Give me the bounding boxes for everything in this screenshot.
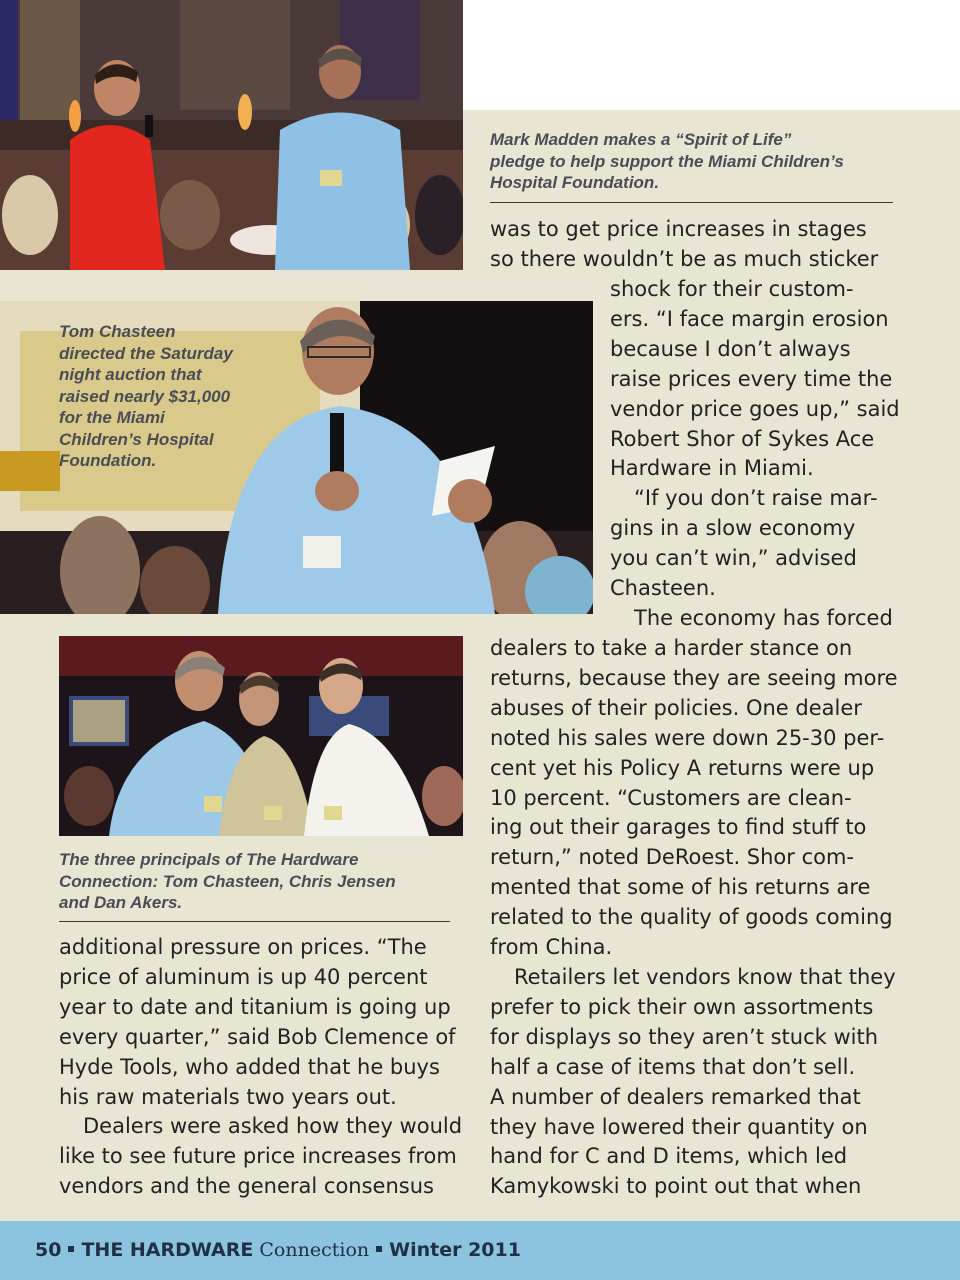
publication-name: THE HARDWARE (81, 1239, 254, 1261)
right-column-bottom (490, 634, 898, 1202)
body-line: gins in a slow economy (610, 516, 856, 541)
body-line: year to date and titanium is going up (59, 994, 451, 1019)
body-line: abuses of their policies. One dealer (490, 695, 862, 720)
body-line: price of aluminum is up 40 percent (59, 964, 428, 989)
body-line: vendor price goes up,” said (610, 396, 900, 421)
body-line: returns, because they are seeing more (490, 665, 898, 690)
body-line: additional pressure on prices. “The (59, 935, 427, 959)
body-line: Dealers were asked how they would (83, 1114, 463, 1139)
caption-line: Mark Madden makes a “Spirit of Life” (490, 130, 792, 149)
caption-line: pledge to help support the Miami Children’s (490, 151, 844, 171)
body-line: Chasteen. (610, 576, 716, 601)
body-line: hand for C and D items, which led (490, 1144, 848, 1169)
caption-three-principals (59, 849, 396, 914)
body-line: shock for their custom- (610, 277, 854, 301)
caption-rule (490, 202, 893, 203)
body-line: raise prices every time the (610, 366, 893, 391)
body-line: because I don’t always (610, 336, 851, 361)
left-column (59, 933, 462, 1202)
publication-name-serif: Connection (259, 1239, 370, 1261)
caption-line: raised nearly $31,000 (59, 386, 231, 406)
caption-line: The three principals of The Hardware (59, 850, 359, 869)
footer-text (35, 1239, 521, 1261)
body-line: for displays so they aren’t stuck with (490, 1024, 879, 1049)
separator-square-icon (68, 1246, 74, 1252)
body-line: from China. (490, 935, 613, 960)
body-line: A number of dealers remarked that (490, 1084, 861, 1109)
body-line: Hardware in Miami. (610, 456, 814, 481)
body-line: related to the quality of goods coming (490, 905, 893, 930)
body-line: ing out their garages to find stuff to (490, 815, 867, 840)
body-line: return,” noted DeRoest. Shor com- (490, 845, 855, 870)
body-line: cent yet his Policy A returns were up (490, 755, 875, 780)
caption-line: Tom Chasteen (59, 322, 176, 341)
body-line: “If you don’t raise mar- (634, 486, 878, 511)
body-line: Robert Shor of Sykes Ace (610, 426, 875, 451)
page-footer (0, 1221, 960, 1280)
separator-square-icon (376, 1246, 382, 1252)
body-line: like to see future price increases from (59, 1144, 457, 1169)
body-line: they have lowered their quantity on (490, 1114, 868, 1139)
body-line: The economy has forced (634, 605, 893, 630)
body-line: Kamykowski to point out that when (490, 1174, 862, 1199)
body-line: every quarter,” said Bob Clemence of (59, 1024, 456, 1049)
caption-line: Children’s Hospital (59, 429, 214, 449)
body-line: Hyde Tools, who added that he buys (59, 1054, 440, 1079)
body-line: was to get price increases in stages (490, 217, 867, 241)
body-line: Retailers let vendors know that they (514, 964, 896, 989)
body-line: his raw materials two years out. (59, 1084, 397, 1109)
caption-line: for the Miami (59, 408, 165, 427)
white-corner-block (463, 0, 960, 110)
right-column-narrow (610, 275, 900, 634)
caption-line: night auction that (59, 365, 202, 384)
caption-line: Hospital Foundation. (490, 173, 660, 192)
photo-three-principals (59, 636, 463, 836)
body-line: dealers to take a harder stance on (490, 636, 853, 660)
caption-rule (59, 921, 450, 922)
photo-mark-madden (0, 0, 463, 270)
body-line: half a case of items that don’t sell. (490, 1054, 856, 1079)
caption-mark-madden (490, 129, 844, 194)
caption-line: directed the Saturday (59, 343, 233, 363)
body-line: 10 percent. “Customers are clean- (490, 785, 852, 810)
body-line: you can’t win,” advised (610, 546, 857, 571)
body-line: noted his sales were down 25-30 per- (490, 725, 885, 750)
right-column-top (490, 215, 878, 275)
issue-date: Winter 2011 (389, 1239, 521, 1261)
caption-line: Connection: Tom Chasteen, Chris Jensen (59, 871, 396, 891)
body-line: vendors and the general consensus (59, 1174, 434, 1199)
body-line: ers. “I face margin erosion (610, 306, 889, 331)
body-line: so there wouldn’t be as much sticker (490, 246, 879, 271)
page-number: 50 (35, 1239, 62, 1261)
caption-tom-chasteen (59, 321, 233, 472)
body-line: mented that some of his returns are (490, 875, 871, 900)
caption-line: Foundation. (59, 451, 157, 470)
body-line: prefer to pick their own assortments (490, 994, 874, 1019)
caption-line: and Dan Akers. (59, 893, 183, 912)
